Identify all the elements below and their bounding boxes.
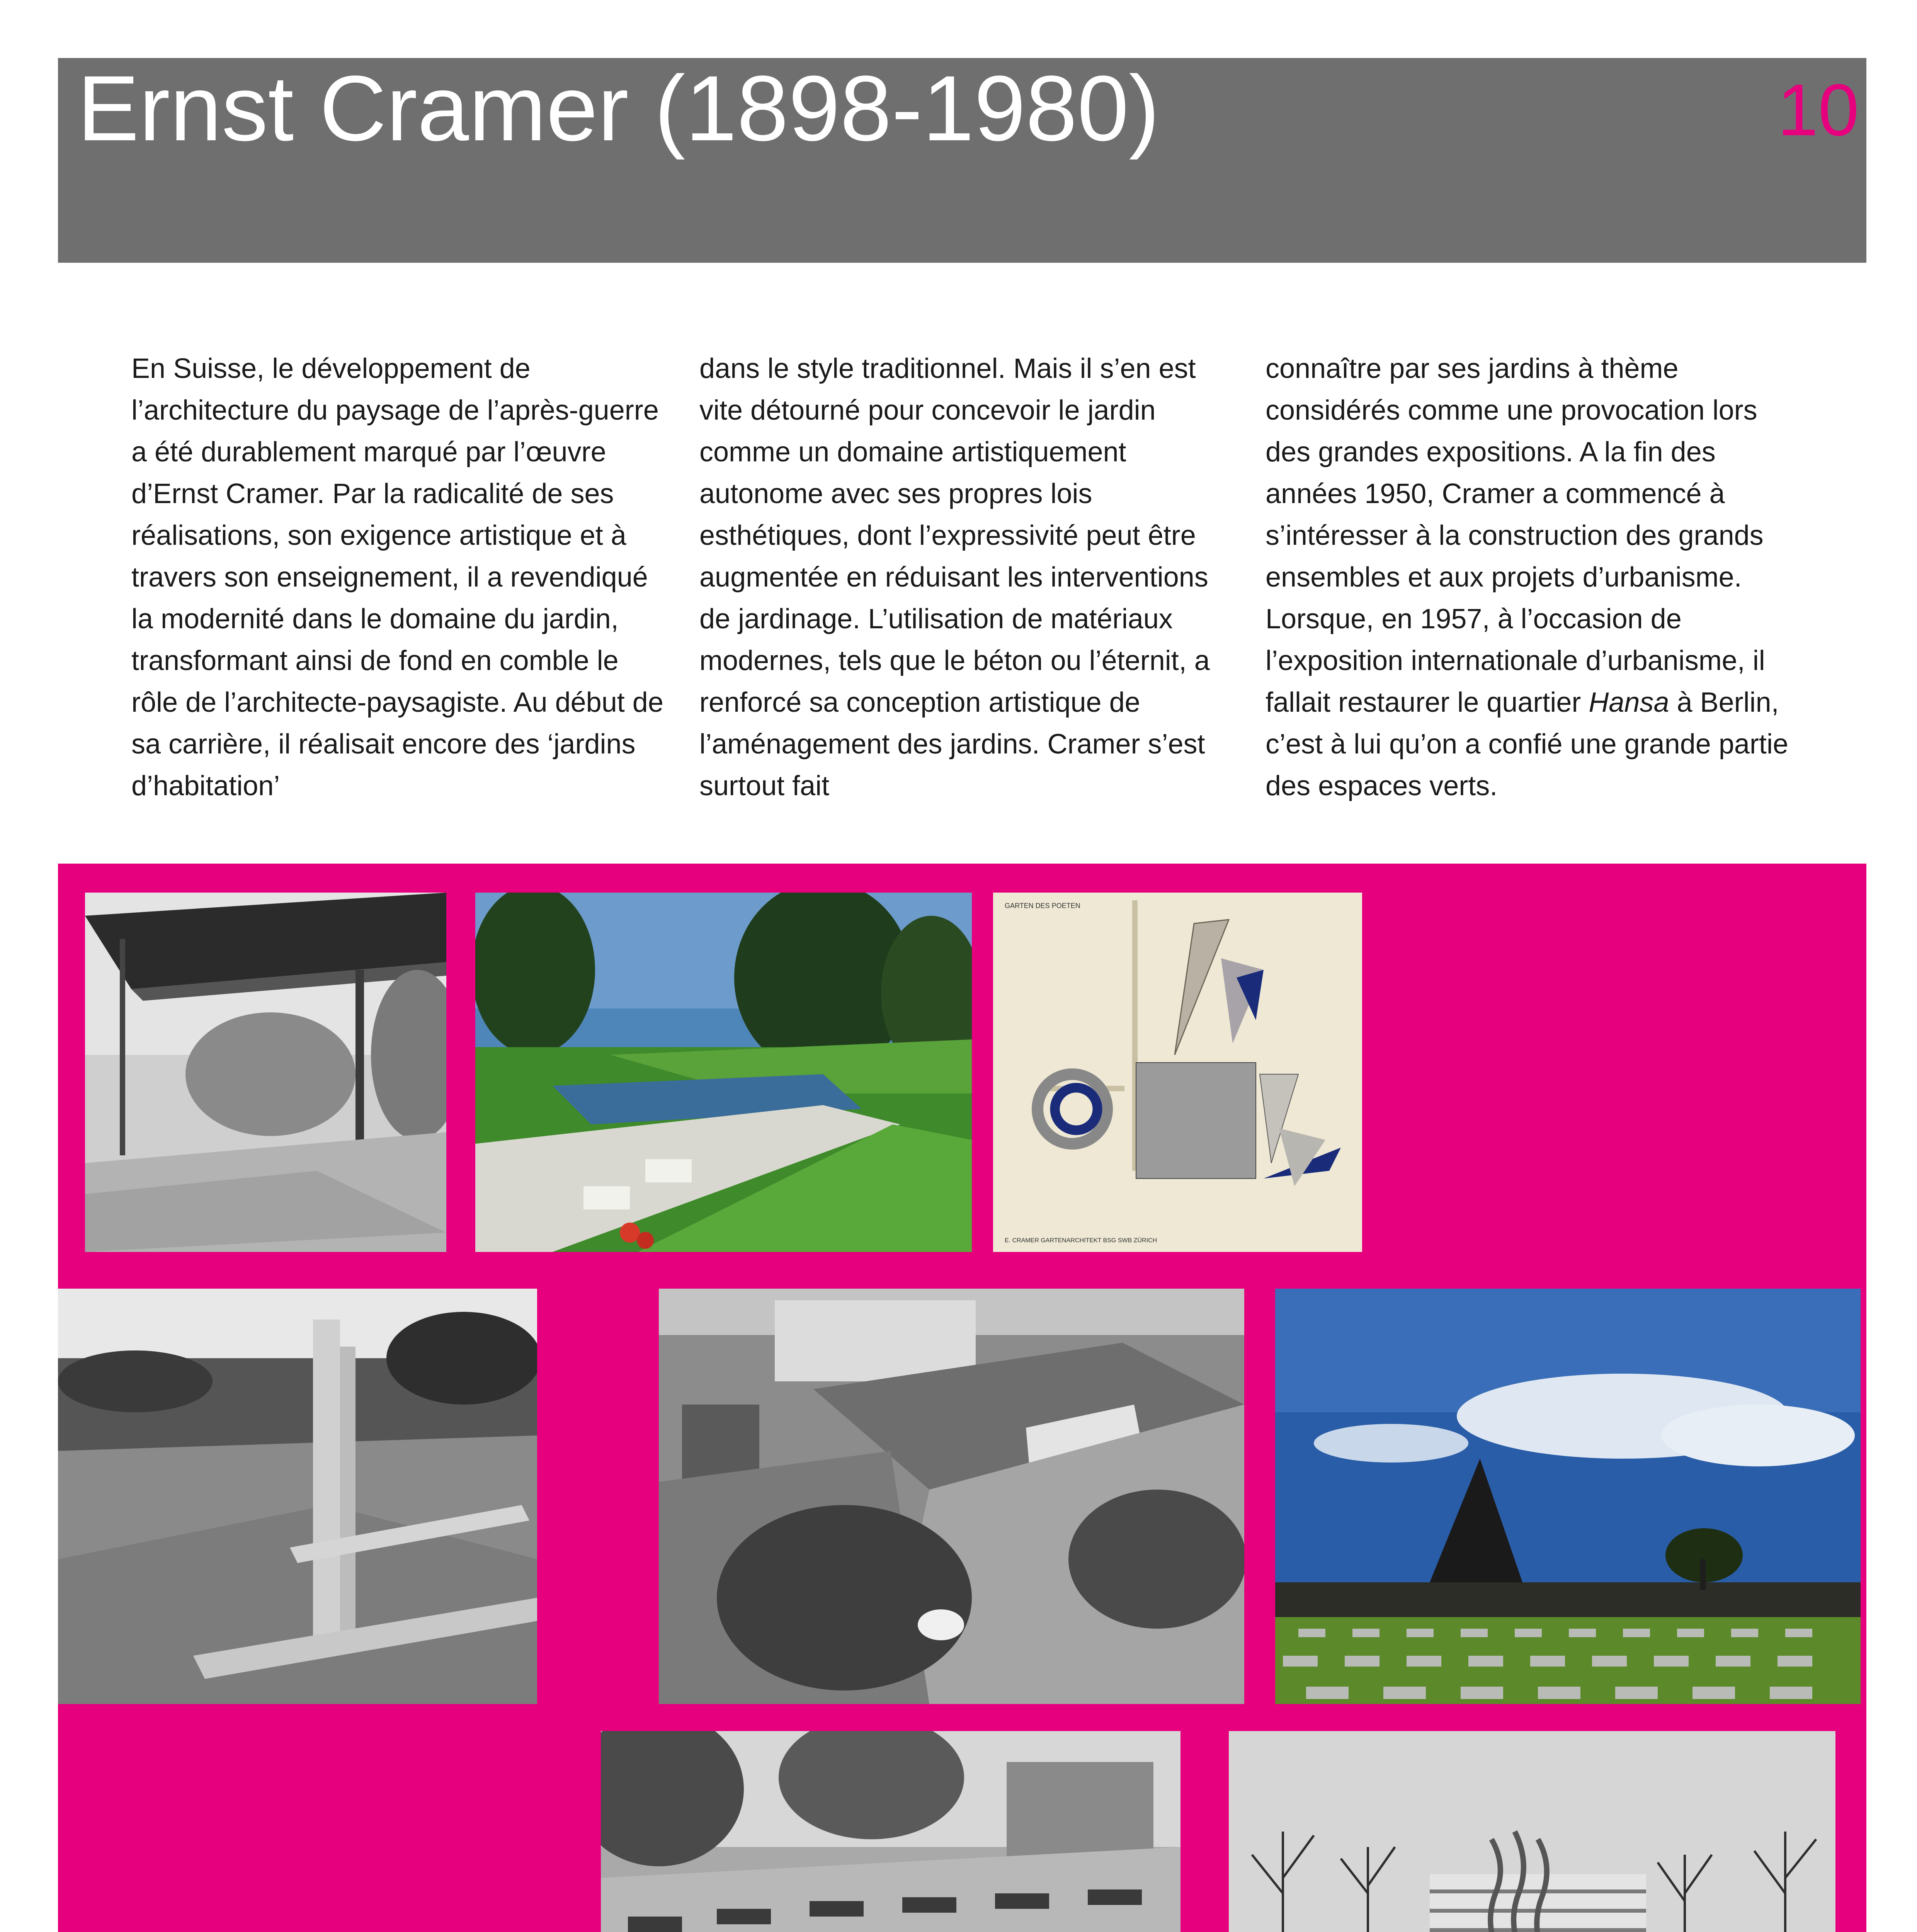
photo-cimetiere-futa [1275, 1289, 1861, 1704]
photo-roche-sisseln [1229, 1731, 1835, 1932]
photo-tent-pavilion [85, 893, 446, 1252]
text-column-2 [699, 348, 1240, 807]
photo-jardin-du-poete [475, 893, 972, 1252]
page-title: Ernst Cramer (1898-1980) [77, 56, 1160, 160]
text-run-italic: Hansa [1589, 687, 1669, 718]
paragraph: En Suisse, le développement de l’architecture du paysage de l’après-guerre a été durablement marqué par l’œuvre d’Ernst Cramer. Par la radicalité de ses réalisations, son exigence artistique et à travers son enseignement, il a revendiqué la modernité dans le domaine du jardin, transformant ainsi de fond en comble le rôle de l’architecte-paysagiste. Au début de sa carrière, il réalisait encore des ‘jardins d’habitation’ [131, 353, 663, 801]
text-run: connaître par ses jardins à thème considérés comme une provocation lors des grandes expositions. A la fin des années 1950, Cramer a commencé à s’intéresser à la construction des grands ensembles et aux projets d’urbanisme. Lorsque, en 1957, à l’occasion de l’exposition internationale d’urbanisme, il fallait restaurer le quartier [1266, 353, 1765, 718]
photo-maison-architecte [659, 1289, 1244, 1704]
photo-jardin-theatre [58, 1289, 537, 1704]
text-run: à Berlin, c’est à lui qu’on a confié une grande partie des espaces verts. [1266, 687, 1788, 801]
photo-plan-drawing [993, 893, 1362, 1252]
text-column-1 [131, 348, 672, 807]
plan-footer-text: E. CRAMER GARTENARCHITEKT BSG SWB ZÜRICH [1005, 1237, 1157, 1244]
photo-batiment-sulzer [601, 1731, 1180, 1932]
text-column-3 [1266, 348, 1806, 807]
plan-title-text: GARTEN DES POETEN [1005, 902, 1080, 910]
paragraph [1266, 348, 1806, 807]
panel-number: 10 [1777, 69, 1859, 151]
paragraph: dans le style traditionnel. Mais il s’en est vite détourné pour concevoir le jardin comme un domaine artistiquement autonome avec ses propres lois esthétiques, dont l’expressivité peut être augmentée en réduisant les interventions de jardinage. L’utilisation de matériaux modernes, tels que le béton ou l’éternit, a renforcé sa conception artistique de l’aménagement des jardins. Cramer s’est surtout fait [699, 353, 1210, 801]
